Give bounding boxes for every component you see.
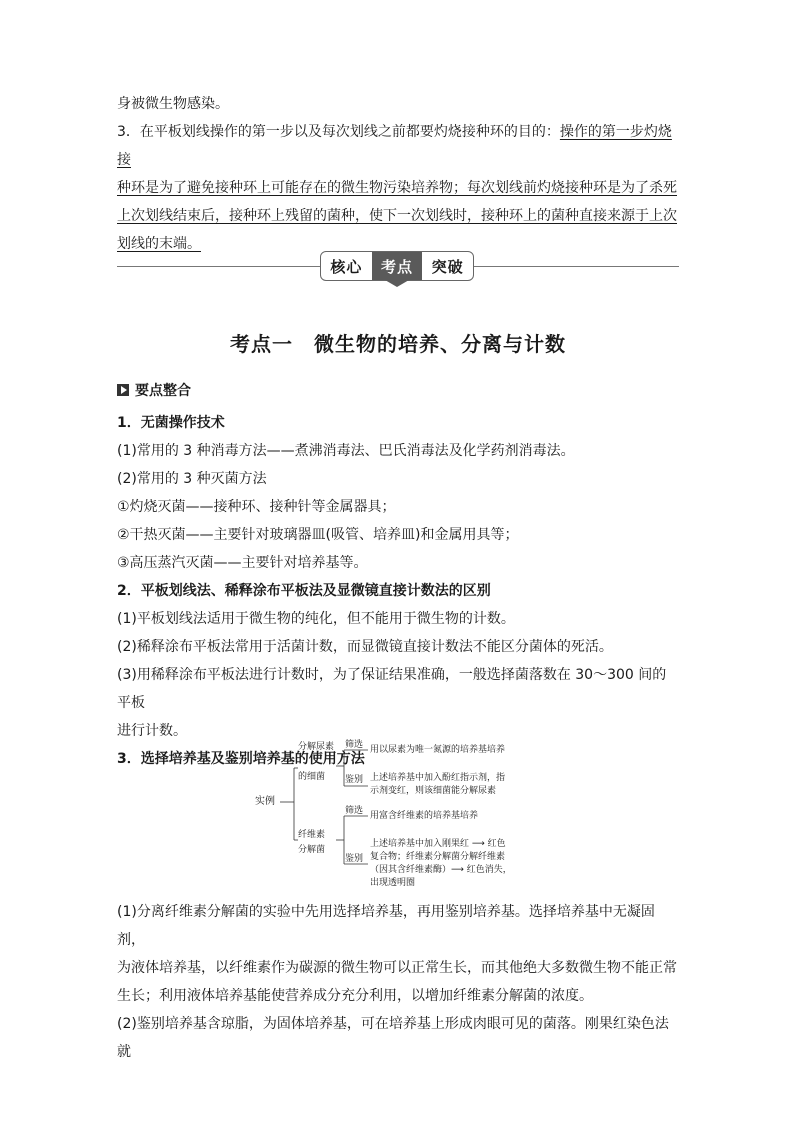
diagram-root: 实例 — [255, 796, 275, 807]
item-3-line-2 — [117, 174, 679, 202]
result-urea-identify-1: 上述培养基中加入酚红指示剂，指 — [370, 773, 506, 783]
item-3-line-1 — [117, 118, 679, 174]
bottom-text-block — [117, 898, 679, 1066]
point-1-line-2: (2)常用的 3 种灭菌方法 — [117, 471, 267, 487]
branch-urea-line-2: 的细菌 — [298, 772, 326, 782]
item-3-underlined-3: 上次划线结束后，接种环上残留的菌种，使下一次划线时，接种环上的菌种直接来源于上次 — [117, 208, 677, 224]
banner-line-left — [117, 266, 320, 267]
banner-left: 核心 — [330, 257, 363, 276]
item-3-line-3 — [117, 202, 679, 230]
item-3-underlined-1: 操作的第一步灼烧接 — [117, 124, 672, 168]
point-1-line-4: ②干热灭菌——主要针对玻璃器皿(吸管、培养皿)和金属用具等； — [117, 527, 519, 543]
branch-urea-line-1: 分解尿素 — [298, 742, 335, 752]
branch-urea-identify: 鉴别 — [345, 775, 364, 785]
section-heading — [117, 380, 191, 400]
point-1-line-5: ③高压蒸汽灭菌——主要针对培养基等。 — [117, 555, 368, 571]
result-cellulose-select: 用富含纤维素的培养基培养 — [370, 811, 479, 821]
top-line-1: 身被微生物感染。 — [117, 96, 229, 112]
point-2-line-3b: 进行计数。 — [117, 723, 187, 739]
section-heading-text: 要点整合 — [135, 383, 191, 399]
banner-right: 突破 — [431, 257, 464, 276]
banner-pointer — [385, 280, 409, 287]
point-2-line-2: (2)稀释涂布平板法常用于活菌计数，而显微镜直接计数法不能区分菌体的死活。 — [117, 639, 613, 655]
item-3-underlined-4: 划线的末端。 — [117, 236, 201, 252]
banner-line-right — [474, 266, 679, 267]
branch-urea-select: 筛选 — [345, 740, 364, 750]
result-cellulose-identify-1: 上述培养基中加入刚果红 ⟶ 红色 — [370, 839, 506, 849]
result-cellulose-identify-4: 出现透明圈 — [370, 878, 416, 888]
point-1-heading: 1．无菌操作技术 — [117, 415, 225, 431]
branch-cellulose-line-1: 纤维素 — [298, 830, 326, 840]
banner-box — [320, 251, 474, 281]
bottom-para-1-line-1: (1)分离纤维素分解菌的实验中先用选择培养基，再用鉴别培养基。选择培养基中无凝固剂， — [117, 904, 655, 948]
branch-cellulose-line-2: 分解菌 — [298, 845, 326, 855]
point-1-line-1: (1)常用的 3 种消毒方法——煮沸消毒法、巴氏消毒法及化学药剂消毒法。 — [117, 443, 575, 459]
point-3-heading: 3．选择培养基及鉴别培养基的使用方法 — [117, 751, 365, 767]
bottom-para-2-line-1: (2)鉴别培养基含琼脂，为固体培养基，可在培养基上形成肉眼可见的菌落。刚果红染色法就 — [117, 1016, 669, 1060]
result-urea-select: 用以尿素为唯一氮源的培养基培养 — [370, 745, 506, 755]
item-3-underlined-2: 种环是为了避免接种环上可能存在的微生物污染培养物；每次划线前灼烧接种环是为了杀死 — [117, 180, 677, 196]
top-text-block — [117, 90, 679, 258]
page-title: 考点一 微生物的培养、分离与计数 — [230, 332, 566, 356]
banner-middle: 考点 — [372, 252, 423, 280]
point-2-line-3a: (3)用稀释涂布平板法进行计数时，为了保证结果准确，一般选择菌落数在 30～300 间的平板 — [117, 667, 667, 711]
result-cellulose-identify-3: （因其含纤维素酶）⟶ 红色消失， — [370, 865, 512, 875]
item-3-prefix: 3．在平板划线操作的第一步以及每次划线之前都要灼烧接种环的目的： — [117, 124, 560, 140]
point-2-line-1: (1)平板划线法适用于微生物的纯化，但不能用于微生物的计数。 — [117, 611, 515, 627]
point-1-line-3: ①灼烧灭菌——接种环、接种针等金属器具； — [117, 499, 396, 515]
bottom-para-1-line-2: 为液体培养基，以纤维素作为碳源的微生物可以正常生长，而其他绝大多数微生物不能正常 — [117, 960, 677, 976]
result-cellulose-identify-2: 复合物；纤维素分解菌分解纤维素 — [370, 852, 506, 862]
result-urea-identify-2: 示剂变红，则该细菌能分解尿素 — [370, 786, 497, 796]
point-2-heading: 2．平板划线法、稀释涂布平板法及显微镜直接计数法的区别 — [117, 583, 491, 599]
play-triangle-icon — [117, 384, 129, 396]
main-text-block — [117, 409, 679, 773]
branch-cellulose-identify: 鉴别 — [345, 854, 364, 864]
bottom-para-1-line-3: 生长；利用液体培养基能使营养成分充分利用，以增加纤维素分解菌的浓度。 — [117, 988, 593, 1004]
medium-usage-diagram — [250, 738, 550, 898]
section-banner — [117, 251, 679, 281]
branch-cellulose-select: 筛选 — [345, 806, 364, 816]
